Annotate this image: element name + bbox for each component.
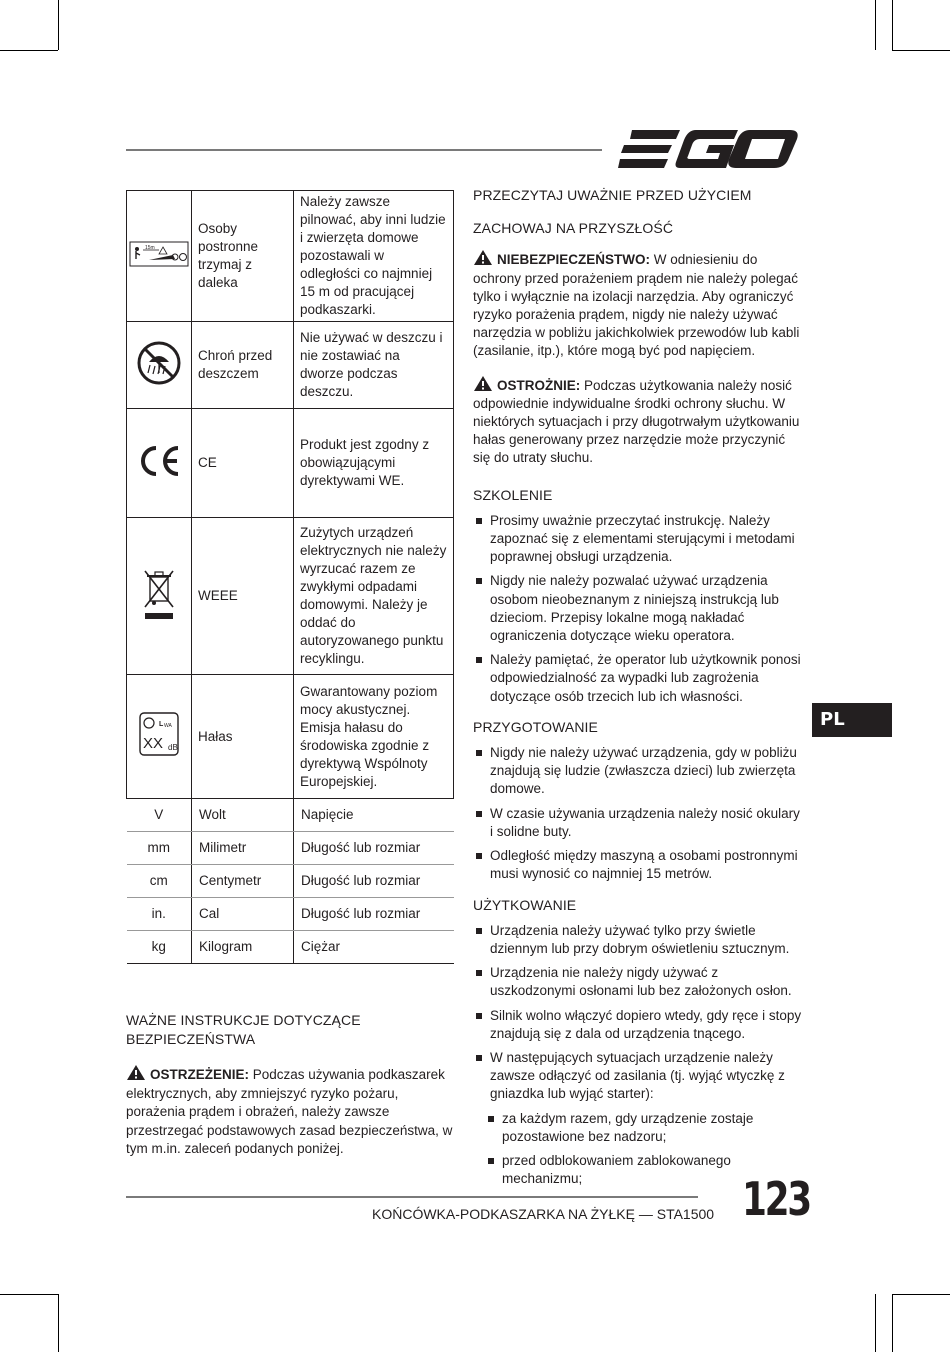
ce-mark-icon: [137, 444, 181, 478]
read-carefully-heading: PRZECZYTAJ UWAŻNIE PRZED UŻYCIEM: [473, 187, 752, 203]
unit-description: Długość lub rozmiar: [294, 832, 454, 865]
crop-mark: [875, 0, 876, 50]
list-item: W czasie używania urządzenia należy nosić okulary i solidne buty.: [473, 805, 803, 841]
footer-rule: [126, 1196, 698, 1198]
list-item: Urządzenia należy używać tylko przy świetle dziennym lub przy dobrym oświetleniu sztucznym.: [473, 922, 803, 958]
symbol-description: Produkt jest zgodny z obowiązującymi dyrektywami WE.: [294, 409, 454, 518]
symbol-icon-cell: [127, 675, 192, 799]
crop-mark: [875, 1294, 876, 1352]
symbol-row: [127, 409, 454, 518]
list-item: Silnik wolno włączyć dopiero wtedy, gdy ręce i stopy znajdują się z dala od urządzenia tnącego.: [473, 1007, 803, 1043]
crop-mark: [0, 50, 58, 51]
right-column: [473, 186, 803, 1194]
training-list: [473, 512, 803, 706]
warning-text: Podczas używania podkaszarek elektrycznych, aby zmniejszyć ryzyko pożaru, porażenia prądem i obrażeń, należy zawsze przestrzegać podstawowych zasad bezpieczeństwa, w tym m.in. zaleceń podanych poniżej.: [126, 1067, 453, 1156]
svg-text:dB: dB: [168, 743, 178, 752]
warning-paragraph: [126, 1064, 456, 1159]
unit-symbol: in.: [127, 898, 192, 931]
keep-for-future-heading: ZACHOWAJ NA PRZYSZŁOŚĆ: [473, 220, 674, 237]
symbol-icon-cell: [127, 191, 192, 322]
unit-symbol: kg: [127, 931, 192, 964]
safety-instructions-section: [126, 1011, 456, 1159]
ego-logo: [618, 128, 800, 170]
warning-triangle-icon: [473, 249, 493, 266]
list-item: Nigdy nie należy używać urządzenia, gdy w pobliżu znajdują się ludzie (zwłaszcza dzieci) lub zwierzęta domowe.: [473, 744, 803, 799]
language-tab: PL: [812, 703, 892, 737]
warning-triangle-icon: [126, 1064, 146, 1081]
symbol-description: Nie używać w deszczu i nie zostawiać na dworze podczas deszczu.: [294, 322, 454, 409]
symbol-icon-cell: [127, 518, 192, 675]
warning-triangle-icon: [473, 375, 493, 392]
symbol-name: Osoby postronne trzymaj z daleka: [192, 191, 294, 322]
list-item: przed odblokowaniem zablokowanego mechanizmu;: [473, 1152, 803, 1188]
warning-keyword: OSTRZEŻENIE:: [150, 1067, 250, 1082]
unit-symbol: cm: [127, 865, 192, 898]
unit-symbol: mm: [127, 832, 192, 865]
unit-name: Centymetr: [192, 865, 294, 898]
caution-paragraph: [473, 375, 803, 468]
crop-mark: [892, 0, 893, 50]
symbol-description: Zużytych urządzeń elektrycznych nie należy wyrzucać razem ze zwykłymi odpadami domowymi. Należy je oddać do autoryzowanego punktu recyklingu.: [294, 518, 454, 675]
footer-title: KOŃCÓWKA-PODKASZARKA NA ŻYŁKĘ — STA1500: [372, 1206, 715, 1222]
list-item: Należy pamiętać, że operator lub użytkownik ponosi odpowiedzialność za wypadki lub zagrożenia dotyczące osób trzecich lub ich własności.: [473, 651, 803, 706]
symbol-row: [127, 675, 454, 799]
list-item: Prosimy uważnie przeczytać instrukcję. Należy zapoznać się z elementami sterującymi i metodami poprawnej obsługi urządzenia.: [473, 512, 803, 567]
danger-text: W odniesieniu do ochrony przed porażeniem prądem nie należy polegać tylko i wyłącznie na izolacji narzędzia. Aby ograniczyć ryzyko porażenia prądem, nigdy nie należy używać narzędzia w pobliżu jakichkolwiek przewodów lub kabli (zasilanie, itp.), które mogą być pod napięciem.: [473, 252, 800, 359]
bystander-distance-icon: [129, 241, 189, 267]
caution-keyword: OSTROŻNIE:: [497, 377, 581, 393]
crop-mark: [58, 0, 59, 50]
list-item: Odległość między maszyną a osobami postronnymi musi wynosić co najmniej 15 metrów.: [473, 847, 803, 883]
unit-row: [127, 931, 454, 964]
unit-row: [127, 799, 454, 832]
preparation-heading: PRZYGOTOWANIE: [473, 718, 598, 735]
symbol-icon-cell: [127, 409, 192, 518]
list-item: za każdym razem, gdy urządzenie zostaje pozostawione bez nadzoru;: [473, 1110, 803, 1146]
list-item: Urządzenia nie należy nigdy używać z uszkodzonymi osłonami lub bez założonych osłon.: [473, 964, 803, 1000]
crop-mark: [58, 1294, 59, 1352]
danger-keyword: NIEBEZPIECZEŃSTWO:: [497, 252, 651, 268]
svg-text:L: L: [159, 721, 164, 728]
unit-symbol: V: [127, 799, 192, 832]
usage-heading: UŻYTKOWANIE: [473, 896, 577, 913]
unit-row: [127, 832, 454, 865]
symbol-name: WEEE: [192, 518, 294, 675]
page-number: 123: [742, 1172, 810, 1226]
safety-heading: WAŻNE INSTRUKCJE DOTYCZĄCE BEZPIECZEŃSTWA: [126, 1012, 361, 1047]
header-rule: [126, 149, 602, 151]
unit-description: Napięcie: [294, 799, 454, 832]
symbol-name: CE: [192, 409, 294, 518]
unit-name: Cal: [192, 898, 294, 931]
crop-mark: [892, 1294, 950, 1295]
unit-row: [127, 865, 454, 898]
unit-name: Milimetr: [192, 832, 294, 865]
crop-mark: [0, 1294, 58, 1295]
unit-name: Kilogram: [192, 931, 294, 964]
svg-text:15m: 15m: [145, 244, 155, 251]
crop-mark: [892, 1294, 893, 1352]
unit-description: Długość lub rozmiar: [294, 865, 454, 898]
unit-description: Ciężar: [294, 931, 454, 964]
unit-description: Długość lub rozmiar: [294, 898, 454, 931]
caution-text: Podczas użytkowania należy nosić odpowiednie indywidualne środki ochrony słuchu. W niektórych sytuacjach i przy długotrwałym użytkowaniu hałas generowany przez narzędzie może przyczynić się do utraty słuchu.: [473, 377, 800, 466]
preparation-list: [473, 744, 803, 883]
symbol-row: [127, 191, 454, 322]
symbols-table: [126, 190, 454, 964]
symbol-row: [127, 322, 454, 409]
svg-text:WA: WA: [164, 723, 172, 729]
usage-list: [473, 922, 803, 1104]
unit-name: Wolt: [192, 799, 294, 832]
list-item: W następujących sytuacjach urządzenie należy zawsze odłączyć od zasilania (tj. wyjąć wtyczkę z gniazdka lub wyjąć starter):: [473, 1049, 803, 1104]
weee-bin-icon: [142, 567, 176, 621]
symbol-description: Gwarantowany poziom mocy akustycznej. Emisja hałasu do środowiska zgodnie z dyrektywą Wspólnoty Europejskiej.: [294, 675, 454, 799]
crop-mark: [892, 50, 950, 51]
symbol-name: Hałas: [192, 675, 294, 799]
noise-level-value: XX: [143, 735, 164, 752]
training-heading: SZKOLENIE: [473, 486, 553, 503]
symbol-name: Chroń przed deszczem: [192, 322, 294, 409]
no-rain-icon: [136, 340, 182, 386]
symbol-description: Należy zawsze pilnować, aby inni ludzie i zwierzęta domowe pozostawali w odległości co najmniej 15 m od pracującej podkaszarki.: [294, 191, 454, 322]
symbol-icon-cell: [127, 322, 192, 409]
noise-level-icon: [139, 712, 179, 756]
list-item: Nigdy nie należy pozwalać używać urządzenia osobom nieobeznanym z niniejszą instrukcją lub dzieciom. Przepisy lokalne mogą nakładać ograniczenia dotyczące wieku operatora.: [473, 572, 803, 645]
danger-paragraph: [473, 249, 803, 360]
unit-row: [127, 898, 454, 931]
symbol-row: [127, 518, 454, 675]
